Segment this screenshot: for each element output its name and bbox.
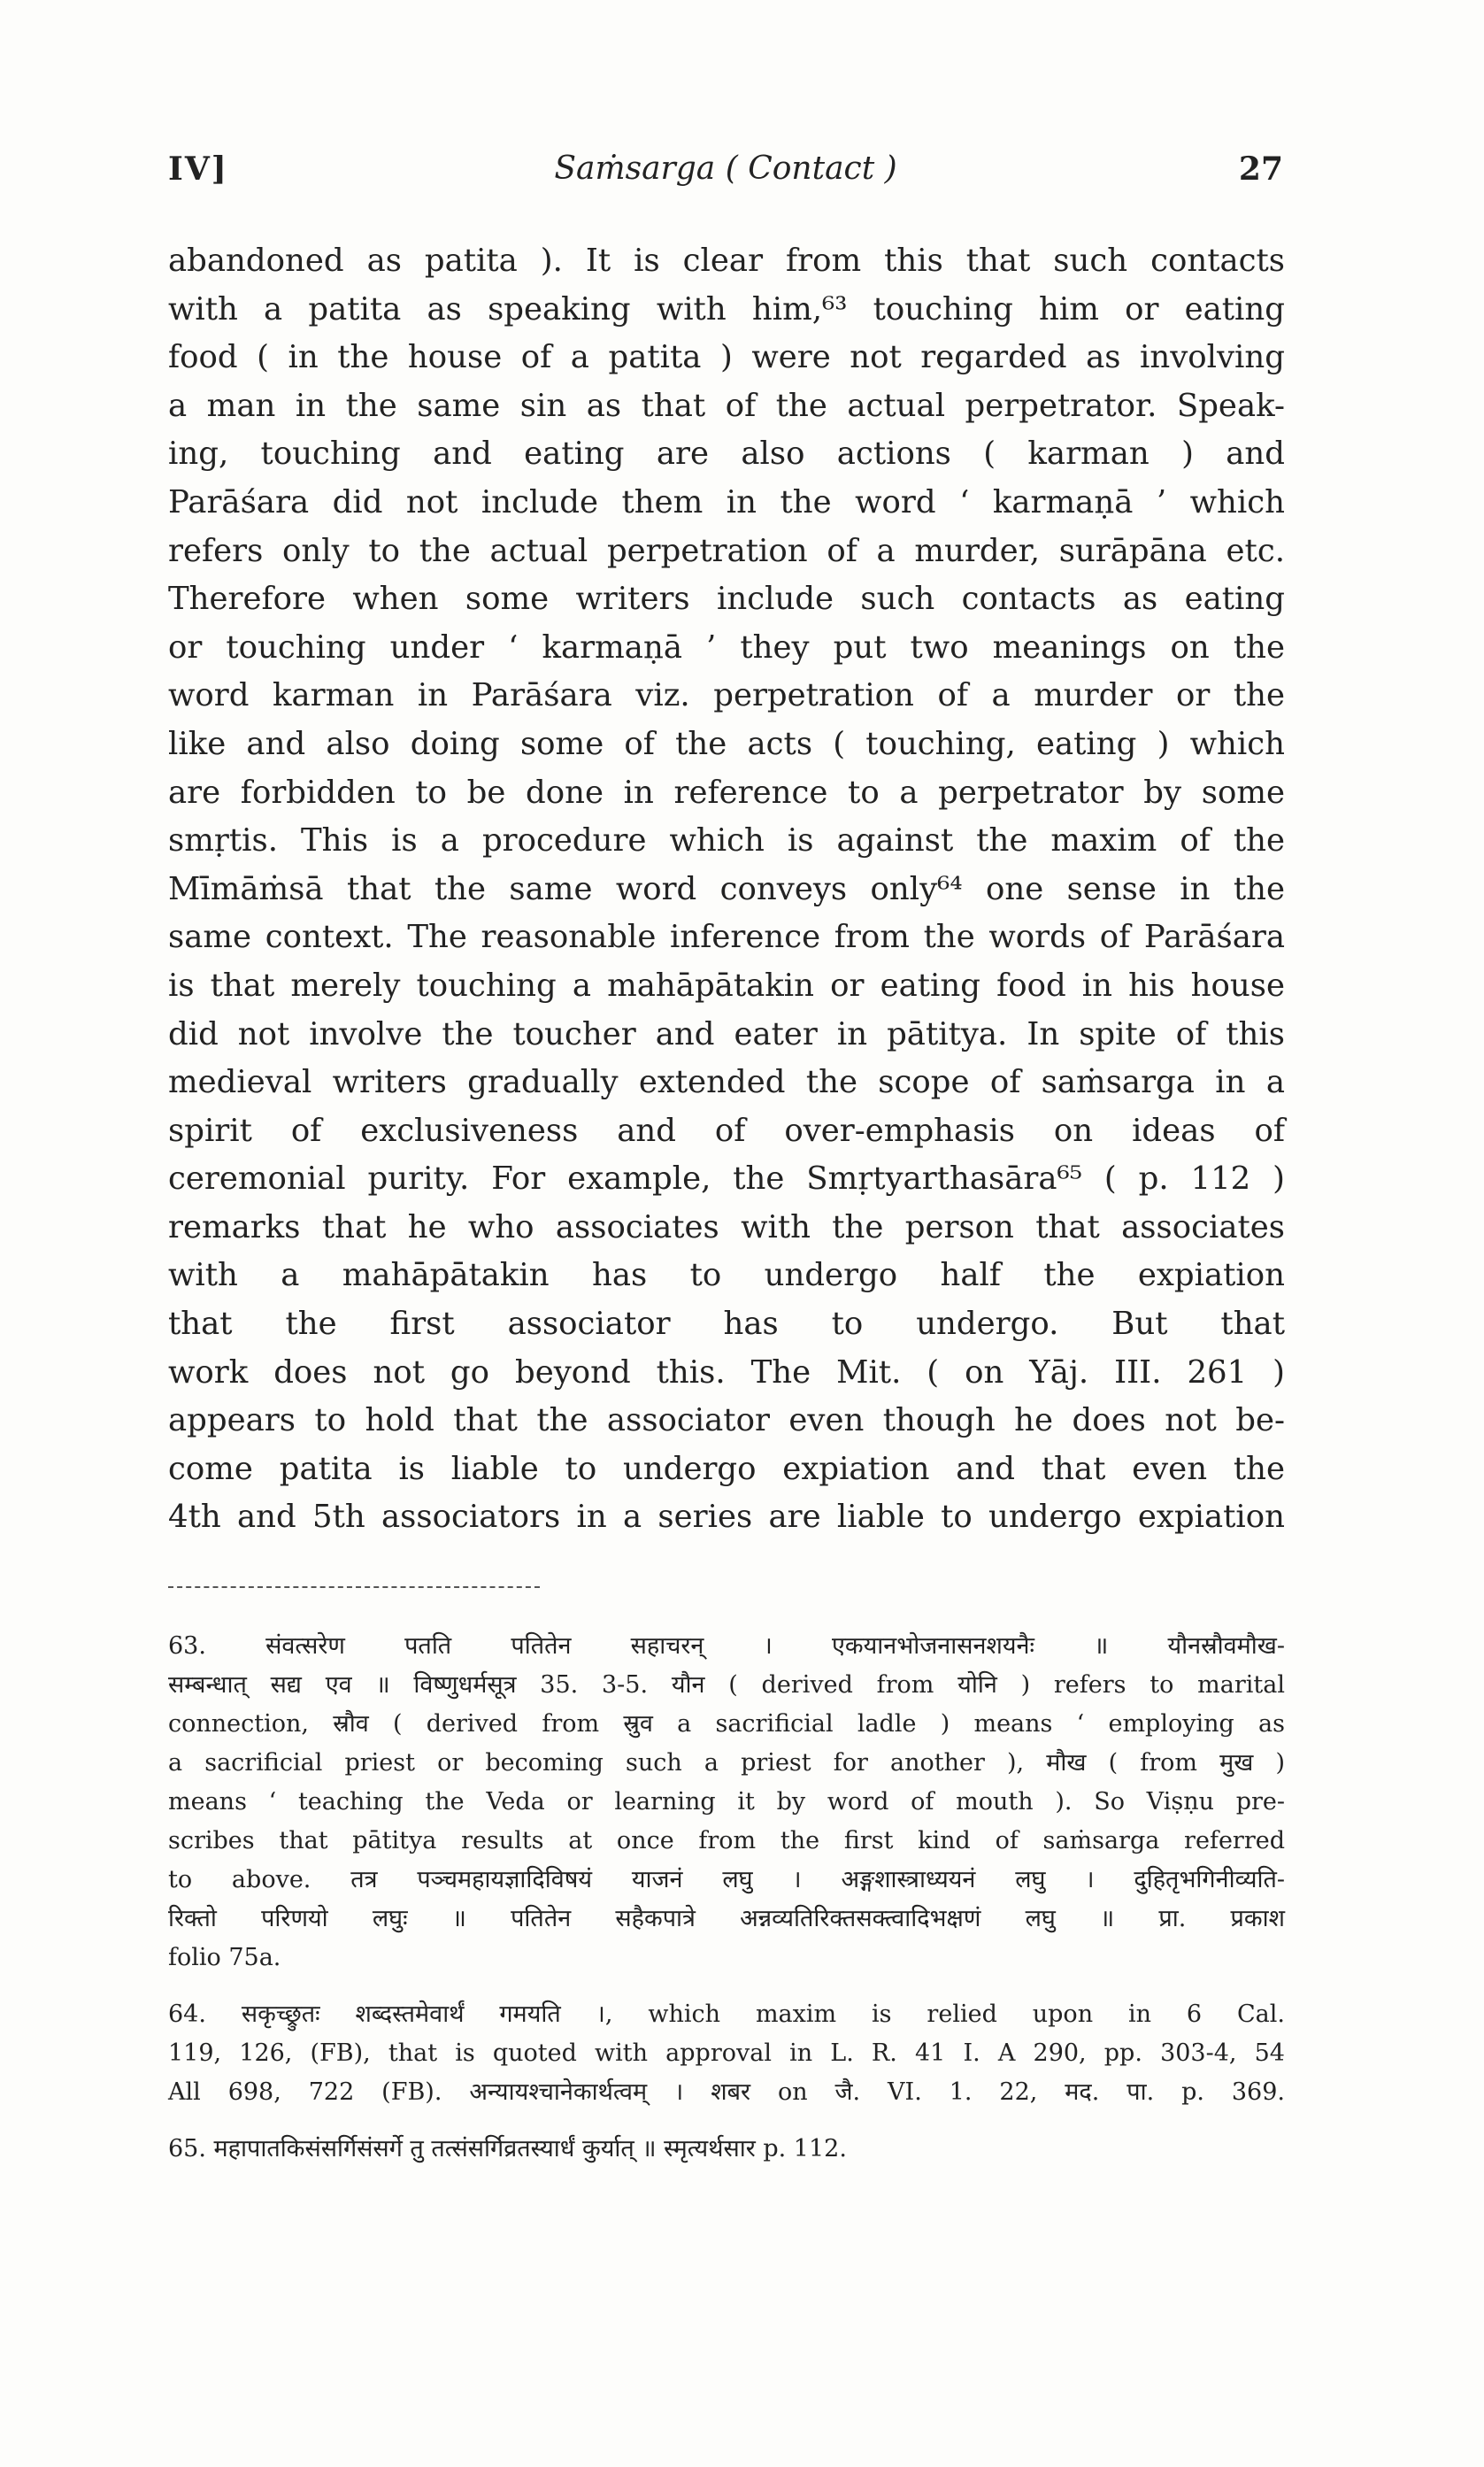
text-line: with a patita as speaking with him,⁶³ touching him or eating (168, 290, 1285, 328)
footnote-separator (168, 1586, 540, 1588)
text-line: that the first associator has to undergo. But that (168, 1306, 1285, 1343)
main-text (168, 237, 1285, 1542)
text-line: word karman in Parāśara viz. perpetration of a murder or the (168, 677, 1285, 714)
text-line: appears to hold that the associator even though he does not be- (168, 1402, 1285, 1439)
text-line: Mīmāṁsā that the same word conveys only⁶⁴ one sense in the (168, 870, 1285, 907)
text-line: abandoned as patita ). It is clear from this that such contacts (168, 243, 1285, 279)
text-line: work does not go beyond this. The Mit. ( on Yāj. III. 261 ) (168, 1353, 1285, 1391)
text-line: did not involve the toucher and eater in pātitya. In spite of this (168, 1015, 1285, 1052)
footnote-line: means ‘ teaching the Veda or learning it by word of mouth ). So Viṣṇu pre- (168, 1788, 1285, 1816)
footnote-line: to above. तत्र पञ्चमहायज्ञादिविषयं याजनं लघु । अङ्गशास्त्राध्ययनं लघु । दुहितृभगिनीव्यति- (168, 1866, 1285, 1893)
text-line: same context. The reasonable inference from the words of Parāśara (168, 919, 1285, 956)
text-line: spirit of exclusiveness and of over-emphasis on ideas of (168, 1112, 1285, 1149)
text-line: food ( in the house of a patita ) were not regarded as involving (168, 339, 1285, 376)
footnote-line: 65. महापातकिसंसर्गिसंसर्गे तु तत्संसर्गिव्रतस्यार्धं कुर्यात् ॥ स्मृत्यर्थसार p. 112. (168, 2135, 847, 2162)
footnote-line: रिक्तो परिणयो लघुः ॥ पतितेन सहैकपात्रे अन्नव्यतिरिक्तसक्त्वादिभक्षणं लघु ॥ प्रा. प्रकाश (168, 1905, 1285, 1932)
running-title: Saṁsarga ( Contact ) (554, 150, 897, 187)
footnote-65 (168, 2130, 1285, 2169)
footnotes (168, 1627, 1285, 2169)
text-line: smṛtis. This is a procedure which is against the maxim of the (168, 822, 1285, 860)
text-line: Parāśara did not include them in the word ‘ karmaṇā ’ which (168, 483, 1285, 520)
text-line: a man in the same sin as that of the actual perpetrator. Speak- (168, 387, 1285, 424)
text-line: medieval writers gradually extended the scope of saṁsarga in a (168, 1064, 1285, 1101)
footnote-line: 119, 126, (FB), that is quoted with approval in L. R. 41 I. A 290, pp. 303-4, 54 (168, 2039, 1285, 2067)
text-line: Therefore when some writers include such contacts as eating (168, 581, 1285, 618)
text-line: with a mahāpātakin has to undergo half the expiation (168, 1257, 1285, 1294)
footnote-line: scribes that pātitya results at once from the first kind of saṁsarga referred (168, 1827, 1285, 1854)
footnote-line: connection, स्रौव ( derived from स्रुव a sacrificial ladle ) means ‘ employing as (168, 1710, 1285, 1738)
chapter-number: IV] (168, 150, 228, 188)
footnote-line: a sacrificial priest or becoming such a priest for another ), मौख ( from मुख ) (168, 1749, 1285, 1777)
text-line: refers only to the actual perpetration of a murder, surāpāna etc. (168, 532, 1285, 569)
text-line: are forbidden to be done in reference to a perpetrator by some (168, 774, 1285, 811)
footnote-line: सम्बन्धात् सद्य एव ॥ विष्णुधर्मसूत्र 35. 3-5. यौन ( derived from योनि ) refers to marital (168, 1671, 1285, 1699)
page-number: 27 (1238, 150, 1283, 188)
text-line: come patita is liable to undergo expiation and that even the (168, 1450, 1285, 1487)
footnote-line: folio 75a. (168, 1944, 281, 1971)
text-line: ceremonial purity. For example, the Smṛtyarthasāra⁶⁵ ( p. 112 ) (168, 1160, 1285, 1198)
text-line: like and also doing some of the acts ( touching, eating ) which (168, 725, 1285, 762)
footnote-line: 64. सकृच्छ्रुतः शब्दस्तमेवार्थं गमयति ।, which maxim is relied upon in 6 Cal. (168, 2001, 1285, 2028)
footnote-gap (168, 2112, 1285, 2130)
footnote-63 (168, 1627, 1285, 1977)
footnote-line: All 698, 722 (FB). अन्यायश्चानेकार्थत्वम् । शबर on जै. VI. 1. 22, मद. पा. p. 369. (168, 2078, 1285, 2106)
text-line: 4th and 5th associators in a series are liable to undergo expiation (168, 1499, 1285, 1536)
footnote-gap (168, 1977, 1285, 1995)
text-line: remarks that he who associates with the person that associates (168, 1208, 1285, 1245)
footnote-64 (168, 1995, 1285, 2112)
footnote-line: 63. संवत्सरेण पतति पतितेन सहाचरन् । एकयानभोजनासनशयनैः ॥ यौनस्रौवमौख- (168, 1632, 1285, 1660)
text-line: is that merely touching a mahāpātakin or eating food in his house (168, 967, 1285, 1004)
running-header (168, 150, 1283, 204)
text-line: or touching under ‘ karmaṇā ’ they put two meanings on the (168, 628, 1285, 666)
text-line: ing, touching and eating are also actions ( karman ) and (168, 436, 1285, 473)
